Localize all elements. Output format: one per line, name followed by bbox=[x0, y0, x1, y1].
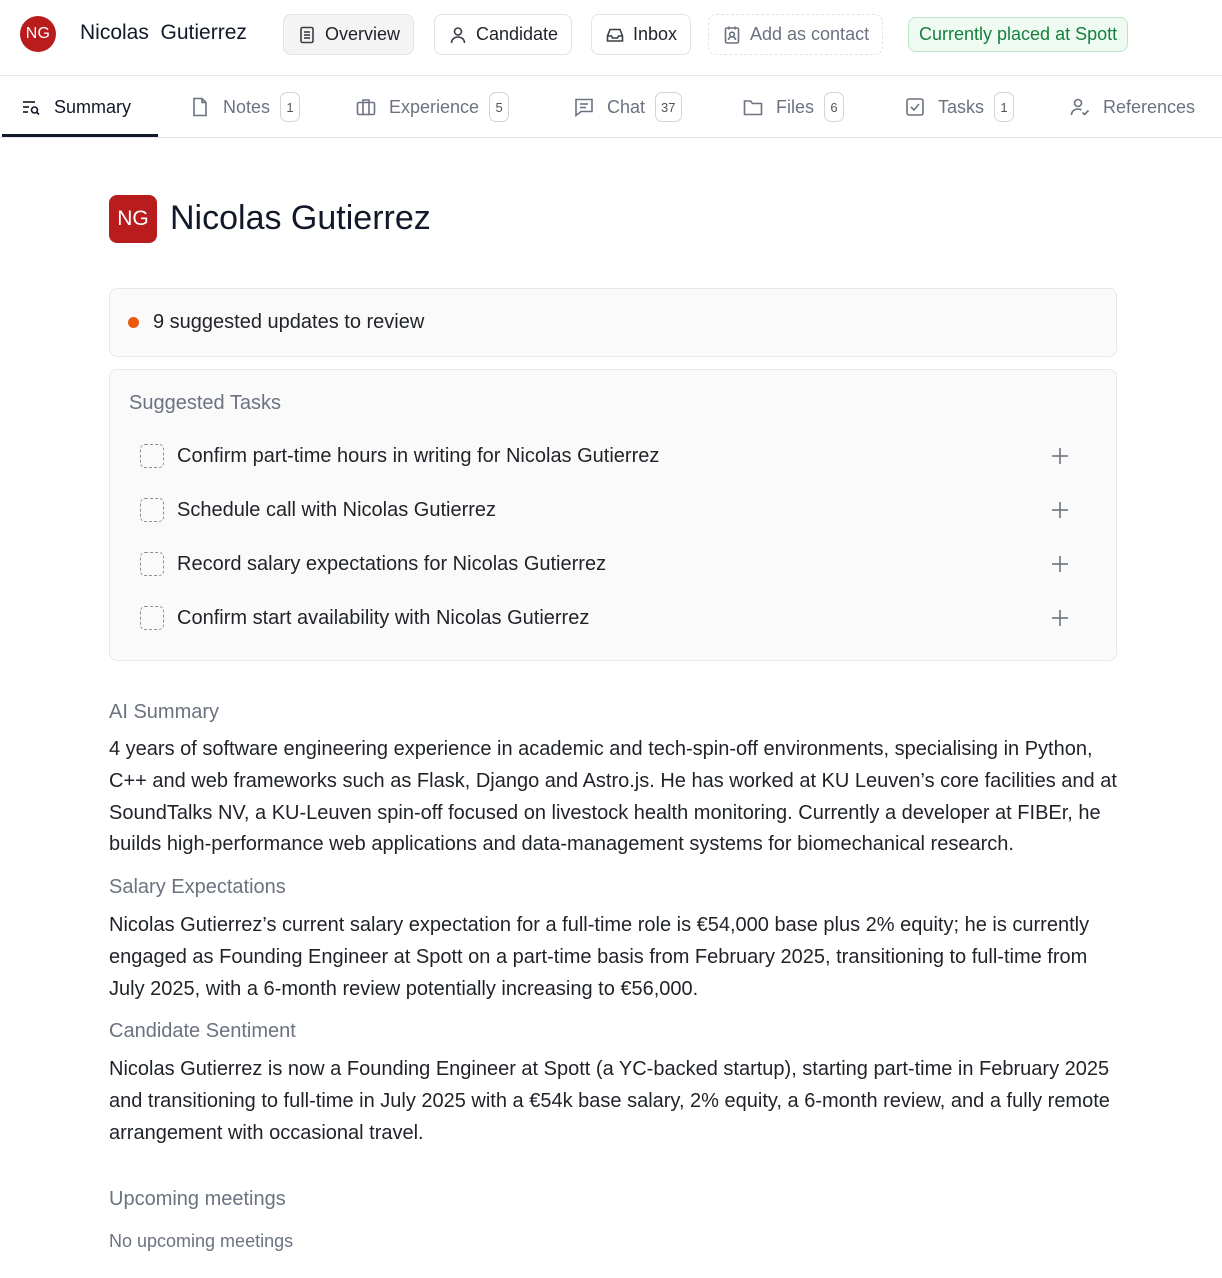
summary-icon bbox=[20, 96, 42, 118]
chat-count-badge: 37 bbox=[655, 92, 681, 122]
tab-chat[interactable] bbox=[573, 77, 682, 137]
tab-summary-label: Summary bbox=[54, 96, 132, 117]
candidate-label: Candidate bbox=[476, 24, 559, 44]
briefcase-icon bbox=[355, 96, 377, 118]
add-task-button[interactable] bbox=[1047, 605, 1073, 631]
tab-chat-label: Chat bbox=[607, 96, 646, 117]
no-meetings-text: No upcoming meetings bbox=[109, 1231, 294, 1251]
upcoming-meetings-heading: Upcoming meetings bbox=[109, 1188, 286, 1210]
document-icon bbox=[297, 25, 317, 45]
inbox-button[interactable] bbox=[591, 14, 691, 55]
candidate-button[interactable] bbox=[434, 14, 572, 55]
checkbox-icon bbox=[904, 96, 926, 118]
tasks-count-badge: 1 bbox=[994, 92, 1014, 122]
tab-experience-label: Experience bbox=[389, 96, 480, 117]
task-label: Schedule call with Nicolas Gutierrez bbox=[177, 498, 497, 521]
folder-icon bbox=[742, 96, 764, 118]
files-count-badge: 6 bbox=[824, 92, 844, 122]
inbox-label: Inbox bbox=[633, 24, 678, 44]
status-dot bbox=[128, 317, 139, 328]
suggested-updates-text: 9 suggested updates to review bbox=[153, 311, 425, 333]
tab-experience[interactable] bbox=[355, 77, 509, 137]
tab-references[interactable] bbox=[1069, 77, 1195, 137]
tab-bar bbox=[0, 77, 1222, 138]
notes-count-badge: 1 bbox=[280, 92, 300, 122]
overview-button[interactable] bbox=[283, 14, 414, 55]
tab-files[interactable] bbox=[742, 77, 844, 137]
tab-summary[interactable] bbox=[20, 77, 131, 137]
add-task-button[interactable] bbox=[1047, 443, 1073, 469]
candidate-sentiment-text: Nicolas Gutierrez is now a Founding Engineer at Spott (a YC-backed startup), starting part-time in February 2025 and transitioning to full-time in July 2025 with a €54k base salary, 2% equity, a 6-month review, and a fully remote arrangement with occasional travel. bbox=[109, 1058, 1110, 1144]
page-title: Nicolas Gutierrez bbox=[170, 199, 431, 237]
placement-status-badge: Currently placed at Spott bbox=[908, 17, 1128, 52]
task-checkbox[interactable] bbox=[140, 606, 164, 630]
top-header bbox=[0, 0, 1222, 76]
experience-count-badge: 5 bbox=[489, 92, 509, 122]
suggested-task-row bbox=[140, 549, 1090, 579]
task-label: Record salary expectations for Nicolas Gutierrez bbox=[177, 552, 607, 575]
tab-references-label: References bbox=[1103, 96, 1196, 117]
suggested-updates-banner[interactable] bbox=[109, 288, 1117, 357]
ai-summary-heading: AI Summary bbox=[109, 701, 220, 723]
candidate-sentiment-heading: Candidate Sentiment bbox=[109, 1020, 296, 1042]
suggested-task-row bbox=[140, 441, 1090, 471]
salary-expectations-text: Nicolas Gutierrez’s current salary expectation for a full-time role is €54,000 base plus 2% equity; he is currently engaged as Founding Engineer at Spott on a part-time basis from February 2025, transitioning to full-time from July 2025, with a 6-month review potentially increasing to €56,000. bbox=[109, 914, 1090, 1000]
plus-icon bbox=[1050, 446, 1070, 466]
add-as-contact-label: Add as contact bbox=[750, 24, 870, 44]
task-checkbox[interactable] bbox=[140, 498, 164, 522]
task-checkbox[interactable] bbox=[140, 552, 164, 576]
active-tab-indicator bbox=[2, 134, 158, 137]
add-task-button[interactable] bbox=[1047, 497, 1073, 523]
avatar[interactable]: NG bbox=[20, 16, 56, 52]
tab-tasks[interactable] bbox=[904, 77, 1014, 137]
profile-avatar: NG bbox=[109, 195, 157, 243]
tab-notes-label: Notes bbox=[223, 96, 271, 117]
plus-icon bbox=[1050, 554, 1070, 574]
plus-icon bbox=[1050, 500, 1070, 520]
tab-notes[interactable] bbox=[189, 77, 300, 137]
chat-icon bbox=[573, 96, 595, 118]
suggested-tasks-title: Suggested Tasks bbox=[129, 392, 281, 414]
user-check-icon bbox=[1069, 96, 1091, 118]
contact-card-icon bbox=[722, 25, 742, 45]
task-label: Confirm part-time hours in writing for Nicolas Gutierrez bbox=[177, 444, 660, 467]
notes-icon bbox=[189, 96, 211, 118]
tab-tasks-label: Tasks bbox=[938, 96, 985, 117]
salary-expectations-heading: Salary Expectations bbox=[109, 876, 286, 898]
suggested-task-row bbox=[140, 495, 1090, 525]
task-label: Confirm start availability with Nicolas Gutierrez bbox=[177, 606, 590, 629]
add-task-button[interactable] bbox=[1047, 551, 1073, 577]
plus-icon bbox=[1050, 608, 1070, 628]
overview-label: Overview bbox=[325, 24, 401, 44]
ai-summary-text: 4 years of software engineering experience in academic and tech-spin-off environments, specialising in Python, C++ and web frameworks such as Flask, Django and Astro.js. He has worked at KU Leuven’s core facilities and at SoundTalks NV, a KU-Leuven spin-off focused on livestock health monitoring. Currently a developer at FIBEr, he builds high-performance web applications and data-management systems for biomechanical research. bbox=[109, 738, 1117, 856]
add-as-contact-button[interactable] bbox=[708, 14, 883, 55]
suggested-tasks-panel bbox=[109, 369, 1117, 661]
suggested-task-row bbox=[140, 603, 1090, 633]
tab-files-label: Files bbox=[776, 96, 815, 117]
candidate-name-header: Nicolas Gutierrez bbox=[80, 21, 247, 44]
user-icon bbox=[448, 25, 468, 45]
task-checkbox[interactable] bbox=[140, 444, 164, 468]
inbox-icon bbox=[605, 25, 625, 45]
